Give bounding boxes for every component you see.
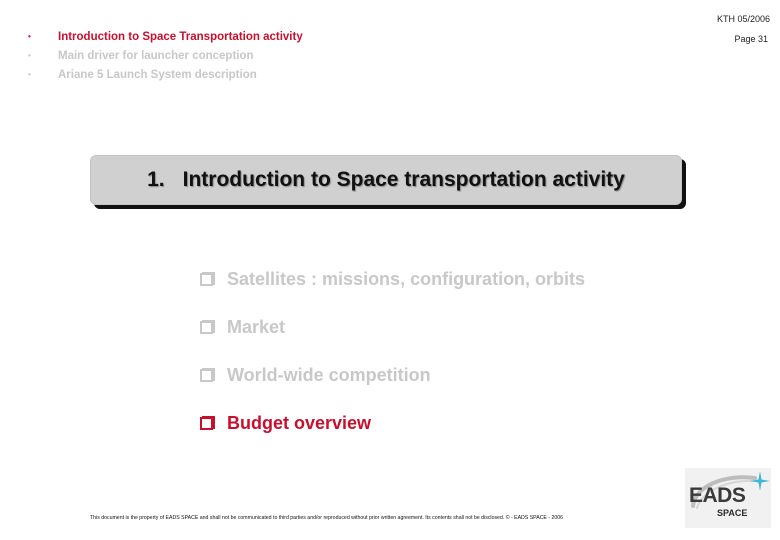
topic-satellites — [200, 255, 585, 303]
confidentiality-notice: This document is the property of EADS SPACE and shall not be communicated to third parties and/or reproduced without prior written agreement. Its contents shall not be disclosed. © - EADS SPACE - 2006 — [90, 515, 564, 521]
bullet-icon: • — [28, 70, 31, 79]
section-title — [147, 168, 625, 192]
agenda-item-introduction — [28, 27, 303, 46]
star-icon — [750, 471, 770, 491]
topic-label: World-wide competition — [227, 364, 431, 385]
topic-budget — [200, 399, 585, 447]
logo-wordmark: EADS — [689, 484, 746, 507]
agenda-item-ariane5 — [28, 65, 303, 84]
agenda-item-label: Introduction to Space Transportation activity — [58, 30, 303, 43]
topic-competition — [200, 351, 585, 399]
header-meta — [717, 9, 770, 49]
topic-label: Satellites : missions, configuration, orbits — [227, 268, 586, 289]
section-number: 1. — [147, 168, 165, 191]
section-title-box — [90, 155, 686, 209]
agenda-list — [28, 27, 303, 84]
section-title-text: Introduction to Space transportation activity — [182, 168, 625, 191]
bullet-icon: • — [28, 32, 31, 41]
document-reference: KTH 05/2006 — [716, 14, 770, 24]
agenda-item-label: Main driver for launcher conception — [58, 49, 254, 62]
agenda-item-label: Ariane 5 Launch System description — [58, 68, 257, 81]
checkbox-icon — [200, 416, 215, 431]
checkbox-icon — [200, 368, 215, 383]
topic-list — [200, 255, 585, 447]
agenda-item-main-driver — [28, 46, 303, 65]
topic-label: Budget overview — [227, 412, 372, 433]
bullet-icon: • — [28, 51, 31, 60]
topic-market — [200, 303, 585, 351]
title-box — [90, 155, 682, 205]
page-number: Page 31 — [734, 34, 768, 44]
checkbox-icon — [200, 320, 215, 335]
checkbox-icon — [200, 272, 215, 287]
topic-label: Market — [227, 316, 286, 337]
eads-space-logo — [685, 468, 771, 528]
logo-subtitle: SPACE — [717, 508, 748, 518]
